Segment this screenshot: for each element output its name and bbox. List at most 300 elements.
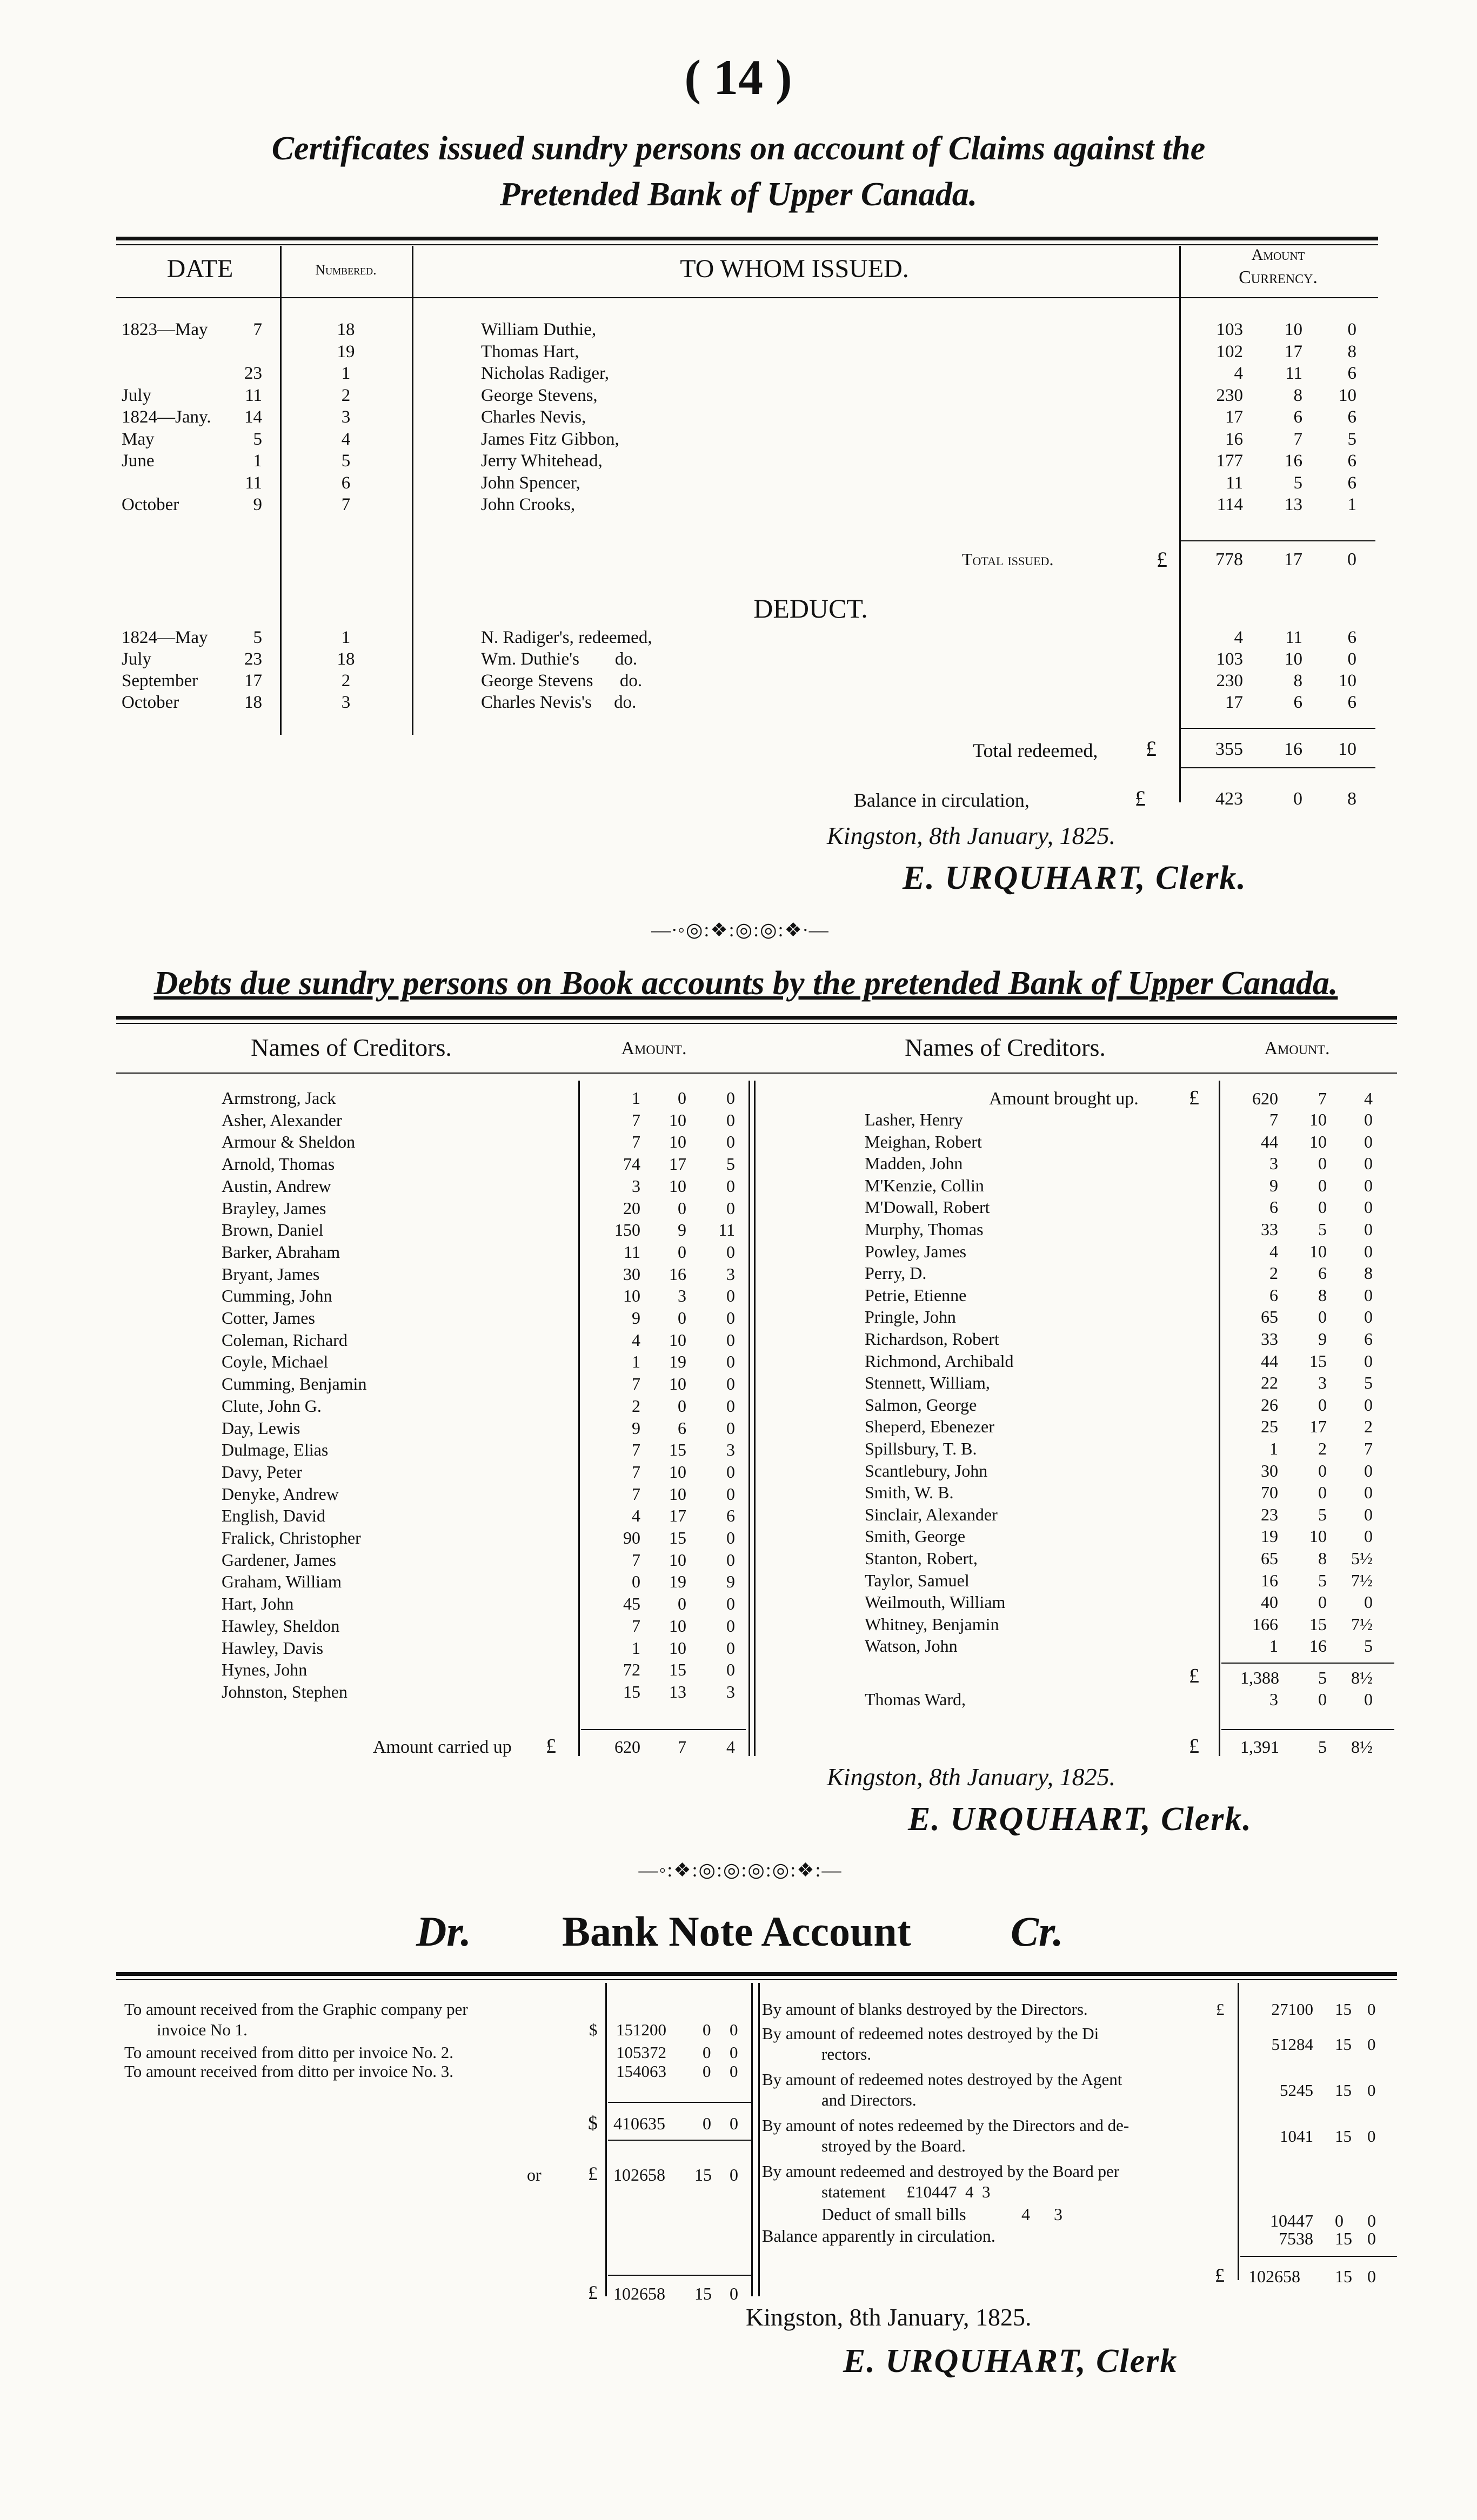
balance-label: Balance in circulation, — [854, 789, 1030, 811]
section1-signature: E. URQUHART, Clerk. — [903, 860, 1247, 896]
balance-currency: £ — [1135, 786, 1146, 810]
creditor-pounds: 90 — [623, 1528, 640, 1547]
creditor-pence: 2 — [1364, 1417, 1373, 1437]
creditor-pounds: 15 — [623, 1681, 640, 1701]
carried-up-pence: 4 — [726, 1737, 735, 1757]
credit-text: By amount of blanks destroyed by the Directors. — [762, 2000, 1088, 2019]
creditor-shillings: 17 — [669, 1154, 686, 1174]
row-pounds: 230 — [1216, 671, 1243, 691]
creditor-pounds: 65 — [1261, 1307, 1278, 1327]
creditor-row — [0, 1284, 1477, 1306]
creditor-name: Hynes, John — [222, 1660, 308, 1680]
creditor-shillings: 8 — [1318, 1549, 1327, 1568]
creditor-pounds: 30 — [623, 1264, 640, 1284]
deduct-small-bills-amount: 10447 — [1270, 2211, 1313, 2230]
debit-b: 0 — [730, 2062, 738, 2081]
creditor-name: Murphy, Thomas — [865, 1219, 984, 1239]
section1-top-rule — [116, 237, 1378, 240]
creditor-row — [0, 1196, 1477, 1218]
right-total-currency: £ — [1189, 1735, 1199, 1758]
creditor-pounds: 7 — [632, 1484, 640, 1504]
total-redeemed-pence: 10 — [1338, 739, 1356, 759]
row-pounds: 177 — [1216, 451, 1243, 471]
credit-amount: 5245 — [1280, 2081, 1313, 2100]
left-names-header: Names of Creditors. — [251, 1034, 452, 1061]
creditor-pence: 0 — [1364, 1154, 1373, 1174]
creditor-shillings: 10 — [669, 1638, 686, 1658]
creditor-pence: 0 — [1364, 1219, 1373, 1239]
creditor-pence: 0 — [1364, 1175, 1373, 1195]
creditor-name: Brown, Daniel — [222, 1220, 324, 1240]
total-issued-label: Total issued. — [962, 549, 1054, 569]
creditor-pounds: 150 — [614, 1220, 640, 1240]
creditor-shillings: 15 — [669, 1660, 686, 1680]
debit-text-cont: invoice No 1. — [157, 2020, 248, 2039]
creditor-shillings: 15 — [669, 1440, 686, 1460]
creditor-pence: 5 — [1364, 1373, 1373, 1393]
left-amount-header: Amount. — [621, 1038, 687, 1058]
creditor-name: Armstrong, Jack — [222, 1088, 336, 1108]
total-redeemed-currency: £ — [1146, 736, 1157, 761]
debit-a: 0 — [703, 2062, 711, 2081]
balance-circulation-d: 0 — [1367, 2229, 1376, 2248]
credit-amount: 51284 — [1271, 2035, 1313, 2054]
creditor-name: Meighan, Robert — [865, 1131, 982, 1151]
creditor-shillings: 19 — [669, 1352, 686, 1372]
right-total-pounds: 1,391 — [1240, 1737, 1279, 1757]
creditor-shillings: 10 — [669, 1616, 686, 1636]
creditor-name: Graham, William — [222, 1572, 342, 1592]
creditor-pence: 0 — [1364, 1351, 1373, 1371]
creditor-row — [0, 1438, 1477, 1459]
row-number: 1 — [341, 364, 351, 383]
creditor-pounds: 23 — [1261, 1504, 1278, 1524]
row-pence: 6 — [1347, 473, 1356, 493]
creditor-shillings: 5 — [1318, 1504, 1327, 1524]
row-shillings: 16 — [1285, 451, 1302, 471]
credit-b: 0 — [1367, 2035, 1376, 2054]
credit-currency: £ — [1216, 2000, 1225, 2019]
row-pence: 6 — [1347, 693, 1356, 712]
creditor-pounds: 40 — [1261, 1592, 1278, 1612]
right-names-header: Names of Creditors. — [905, 1034, 1106, 1061]
certificate-row — [0, 363, 1477, 384]
creditor-pounds: 10 — [623, 1286, 640, 1306]
row-date: 1824—May — [122, 628, 208, 647]
creditor-name: M'Kenzie, Collin — [865, 1175, 984, 1195]
row-number: 7 — [341, 495, 351, 514]
creditor-pence: 0 — [1364, 1592, 1373, 1612]
creditor-row — [0, 1591, 1477, 1613]
credit-b: 0 — [1367, 2127, 1376, 2146]
creditor-row — [0, 1394, 1477, 1416]
creditor-pounds: 70 — [1261, 1483, 1278, 1503]
section3-place-date: Kingston, 8th January, 1825. — [746, 2303, 1032, 2331]
row-name: George Stevens do. — [481, 671, 643, 691]
creditor-name: Denyke, Andrew — [222, 1484, 339, 1504]
creditor-name: Stennett, William, — [865, 1373, 990, 1393]
creditor-pounds: 4 — [1269, 1241, 1278, 1261]
certificate-row — [0, 692, 1477, 713]
credit-total-currency: £ — [1215, 2264, 1225, 2286]
creditor-pounds: 166 — [1252, 1614, 1278, 1634]
row-date: July — [122, 385, 152, 405]
creditor-pence: 5 — [726, 1154, 735, 1174]
row-number: 5 — [341, 451, 351, 471]
row-date: July — [122, 649, 152, 669]
row-date: 1823—May — [122, 320, 208, 339]
creditor-pounds: 45 — [623, 1594, 640, 1614]
row-name: Wm. Duthie's do. — [481, 649, 638, 669]
debit-text: To amount received from the Graphic company per — [124, 2000, 468, 2019]
credit-text: By amount redeemed and destroyed by the Board per — [762, 2162, 1120, 2181]
creditor-row — [0, 1416, 1477, 1437]
creditor-shillings: 17 — [669, 1506, 686, 1526]
debit-b: 0 — [730, 2020, 738, 2039]
row-name: James Fitz Gibbon, — [481, 429, 619, 449]
creditor-name: Dulmage, Elias — [222, 1440, 329, 1460]
debit-final-b: 0 — [730, 2284, 738, 2303]
row-pounds: 103 — [1216, 649, 1243, 669]
credit-text: By amount of redeemed notes destroyed by the Di — [762, 2024, 1099, 2043]
debit-or-label: or — [527, 2165, 542, 2184]
creditor-pounds: 2 — [1269, 1263, 1278, 1283]
creditor-shillings: 10 — [669, 1484, 686, 1504]
row-date: June — [122, 451, 155, 471]
creditor-pence: 0 — [726, 1110, 735, 1130]
row-day: 23 — [244, 649, 262, 669]
credit-total-amount: 102658 — [1248, 2267, 1300, 2286]
creditor-pounds: 3 — [1269, 1154, 1278, 1174]
to-whom-header: TO WHOM ISSUED. — [680, 254, 909, 283]
creditor-pounds: 7 — [632, 1462, 640, 1482]
row-name: Jerry Whitehead, — [481, 451, 603, 471]
creditor-name: M'Dowall, Robert — [865, 1197, 990, 1217]
row-day: 5 — [253, 628, 262, 647]
row-pounds: 4 — [1234, 364, 1243, 383]
creditor-shillings: 15 — [669, 1528, 686, 1547]
row-number: 3 — [341, 407, 351, 427]
creditor-pence: 5½ — [1351, 1549, 1373, 1568]
numbered-header: Numbered. — [315, 262, 377, 278]
creditor-pence: 0 — [726, 1550, 735, 1570]
creditor-row — [0, 1460, 1477, 1482]
creditor-shillings: 0 — [1318, 1395, 1327, 1415]
creditor-pounds: 33 — [1261, 1329, 1278, 1349]
creditor-name: Austin, Andrew — [222, 1176, 331, 1196]
debit-total-a: 0 — [703, 2114, 711, 2133]
creditor-pounds: 44 — [1261, 1131, 1278, 1151]
creditor-pounds: 22 — [1261, 1373, 1278, 1393]
row-pounds: 102 — [1216, 341, 1243, 361]
creditor-shillings: 0 — [1318, 1483, 1327, 1503]
creditor-name: Clute, John G. — [222, 1396, 322, 1416]
row-shillings: 6 — [1293, 407, 1302, 427]
creditor-pence: 0 — [1364, 1110, 1373, 1129]
balance-circulation-s: 15 — [1335, 2229, 1352, 2248]
debit-text: To amount received from ditto per invoice No. 3. — [124, 2062, 454, 2081]
creditor-shillings: 2 — [1318, 1439, 1327, 1458]
row-date: 1824—Jany. — [122, 407, 211, 427]
certificate-row — [0, 648, 1477, 670]
creditor-pence: 0 — [726, 1242, 735, 1262]
creditor-shillings: 0 — [678, 1396, 686, 1416]
section1-title-line1: Certificates issued sundry persons on account of Claims against the — [271, 130, 1206, 167]
creditor-pence: 0 — [726, 1176, 735, 1196]
creditor-name: Smith, George — [865, 1526, 966, 1546]
creditor-pence: 0 — [1364, 1197, 1373, 1217]
row-pence: 6 — [1347, 628, 1356, 647]
creditor-pence: 11 — [718, 1220, 735, 1240]
creditor-pence: 0 — [726, 1462, 735, 1482]
row-name: N. Radiger's, redeemed, — [481, 628, 652, 647]
creditor-pounds: 7 — [632, 1550, 640, 1570]
debit-final-currency: £ — [588, 2282, 598, 2303]
creditor-pence: 3 — [726, 1264, 735, 1284]
brought-up-pence: 4 — [1364, 1089, 1373, 1108]
credit-b: 0 — [1367, 2000, 1376, 2019]
ornament-divider-2: —◦:❖:◎:◎:◎:◎:❖:— — [638, 1859, 843, 1881]
creditor-row — [0, 1175, 1477, 1196]
creditor-pounds: 2 — [632, 1396, 640, 1416]
credit-text-cont: rectors. — [821, 2045, 872, 2063]
creditor-shillings: 10 — [669, 1176, 686, 1196]
creditor-row — [0, 1241, 1477, 1262]
ornament-divider-1: —∙◦◎:❖:◎:◎:❖∙— — [651, 919, 830, 941]
creditor-pounds: 4 — [632, 1330, 640, 1350]
creditor-shillings: 6 — [1318, 1263, 1327, 1283]
debit-or-b: 0 — [730, 2165, 738, 2184]
credit-text-cont: stroyed by the Board. — [821, 2136, 966, 2155]
creditor-pounds: 74 — [623, 1154, 640, 1174]
deduct-small-bills-d: 0 — [1367, 2211, 1376, 2230]
creditor-pence: 6 — [726, 1506, 735, 1526]
debit-amount: 105372 — [616, 2043, 666, 2062]
creditor-name: Smith, W. B. — [865, 1483, 954, 1503]
creditor-shillings: 0 — [1318, 1460, 1327, 1480]
row-pence: 6 — [1347, 451, 1356, 471]
row-day: 9 — [253, 495, 262, 514]
creditor-pence: 0 — [1364, 1241, 1373, 1261]
certificate-row — [0, 627, 1477, 648]
creditor-pounds: 1 — [632, 1638, 640, 1658]
credit-total-b: 0 — [1367, 2267, 1376, 2286]
deduct-small-bills-s: 0 — [1335, 2211, 1344, 2230]
creditor-pounds: 1 — [1269, 1439, 1278, 1458]
creditor-pence: 6 — [1364, 1329, 1373, 1349]
brought-up-shillings: 7 — [1318, 1089, 1327, 1108]
creditor-shillings: 0 — [1318, 1307, 1327, 1327]
debit-currency: $ — [589, 2020, 598, 2039]
row-pence: 6 — [1347, 364, 1356, 383]
creditor-name: Scantlebury, John — [865, 1460, 988, 1480]
creditor-pounds: 4 — [632, 1506, 640, 1526]
balance-circulation-amount: 7538 — [1279, 2229, 1313, 2248]
creditor-pence: 0 — [726, 1330, 735, 1350]
creditor-pence: 0 — [1364, 1285, 1373, 1305]
credit-heading: Cr. — [1011, 1908, 1064, 1955]
creditor-shillings: 6 — [678, 1418, 686, 1438]
creditor-pounds: 16 — [1261, 1570, 1278, 1590]
creditor-pence: 0 — [1364, 1460, 1373, 1480]
creditor-name: Stanton, Robert, — [865, 1549, 978, 1568]
creditor-shillings: 10 — [1309, 1131, 1327, 1151]
certificate-row — [0, 428, 1477, 450]
creditor-shillings: 10 — [669, 1462, 686, 1482]
row-pence: 6 — [1347, 407, 1356, 427]
total-redeemed-label: Total redeemed, — [973, 740, 1098, 761]
creditor-shillings: 10 — [1309, 1110, 1327, 1129]
right-subtotal-shillings: 5 — [1318, 1668, 1327, 1687]
row-day: 17 — [244, 671, 262, 691]
creditor-name: Salmon, George — [865, 1395, 977, 1415]
creditor-shillings: 10 — [1309, 1526, 1327, 1546]
creditor-shillings: 10 — [669, 1132, 686, 1152]
row-name: Charles Nevis, — [481, 407, 586, 427]
row-pounds: 17 — [1225, 407, 1243, 427]
creditor-name: Gardener, James — [222, 1550, 336, 1570]
creditor-name: Fralick, Christopher — [222, 1528, 361, 1547]
creditor-pence: 0 — [726, 1132, 735, 1152]
creditor-shillings: 10 — [669, 1550, 686, 1570]
creditor-pounds: 1 — [632, 1352, 640, 1372]
creditor-shillings: 17 — [1309, 1417, 1327, 1437]
creditor-shillings: 0 — [678, 1308, 686, 1328]
carried-up-label: Amount carried up — [373, 1737, 512, 1757]
balance-circulation-label: Balance apparently in circulation. — [762, 2226, 995, 2246]
creditor-name: Richardson, Robert — [865, 1329, 999, 1349]
creditor-pence: 0 — [1364, 1526, 1373, 1546]
creditor-pence: 0 — [726, 1616, 735, 1636]
creditor-name: Sinclair, Alexander — [865, 1504, 998, 1524]
row-day: 5 — [253, 429, 262, 449]
balance-pence: 8 — [1347, 789, 1356, 809]
creditor-pence: 9 — [726, 1572, 735, 1592]
right-total-shillings: 5 — [1318, 1737, 1327, 1757]
credit-a: 15 — [1335, 2035, 1352, 2054]
creditor-shillings: 3 — [678, 1286, 686, 1306]
creditor-pounds: 1 — [632, 1088, 640, 1108]
total-issued-currency: £ — [1157, 547, 1167, 572]
creditor-pounds: 44 — [1261, 1351, 1278, 1371]
row-shillings: 8 — [1293, 385, 1302, 405]
creditor-shillings: 10 — [669, 1374, 686, 1394]
creditor-row — [0, 1613, 1477, 1635]
row-name: Charles Nevis's do. — [481, 693, 637, 712]
row-shillings: 5 — [1293, 473, 1302, 493]
creditor-shillings: 5 — [1318, 1570, 1327, 1590]
credit-text-cont: statement £10447 4 3 — [821, 2182, 991, 2201]
credit-a: 15 — [1335, 2127, 1352, 2146]
row-day: 23 — [244, 364, 262, 383]
creditor-pence: 0 — [726, 1198, 735, 1218]
deduct-heading: DEDUCT. — [753, 593, 868, 624]
credit-amount: 27100 — [1271, 2000, 1313, 2019]
creditor-name: Sheperd, Ebenezer — [865, 1417, 994, 1437]
right-last-name: Thomas Ward, — [865, 1690, 966, 1709]
creditor-row — [0, 1504, 1477, 1525]
row-day: 7 — [253, 320, 262, 339]
creditor-pence: 7½ — [1351, 1614, 1373, 1634]
creditor-shillings: 0 — [678, 1594, 686, 1614]
creditor-name: Hawley, Sheldon — [222, 1616, 340, 1636]
creditor-name: Cumming, John — [222, 1286, 332, 1306]
brought-up-currency: £ — [1189, 1087, 1199, 1109]
row-date: October — [122, 693, 179, 712]
account-title: Bank Note Account — [562, 1908, 911, 1955]
creditor-pence: 7 — [1364, 1439, 1373, 1458]
creditor-name: Perry, D. — [865, 1263, 927, 1283]
certificate-row — [0, 494, 1477, 515]
creditor-pounds: 72 — [623, 1660, 640, 1680]
row-number: 3 — [341, 693, 351, 712]
creditor-pounds: 9 — [632, 1308, 640, 1328]
total-redeemed-shillings: 16 — [1284, 739, 1302, 759]
certificate-row — [0, 406, 1477, 428]
creditor-row — [0, 1109, 1477, 1130]
certificate-row — [0, 319, 1477, 340]
section2-place-date: Kingston, 8th January, 1825. — [827, 1763, 1116, 1791]
creditor-pence: 0 — [1364, 1504, 1373, 1524]
row-day: 11 — [245, 385, 262, 405]
right-subtotal-currency: £ — [1189, 1665, 1199, 1687]
row-name: William Duthie, — [481, 320, 597, 339]
creditor-pounds: 9 — [632, 1418, 640, 1438]
date-header: DATE — [166, 254, 233, 283]
creditor-pence: 0 — [726, 1352, 735, 1372]
row-shillings: 10 — [1285, 320, 1302, 339]
certificate-row — [0, 341, 1477, 363]
row-pence: 1 — [1347, 495, 1356, 514]
credit-total-a: 15 — [1335, 2267, 1352, 2286]
balance-pounds: 423 — [1215, 789, 1243, 809]
creditor-name: Arnold, Thomas — [222, 1154, 335, 1174]
creditor-name: Spillsbury, T. B. — [865, 1439, 977, 1458]
row-day: 1 — [253, 451, 262, 471]
debit-amount: 151200 — [616, 2020, 666, 2039]
creditor-name: Hart, John — [222, 1594, 294, 1614]
creditor-name: Armour & Sheldon — [222, 1132, 356, 1152]
creditor-name: Coleman, Richard — [222, 1330, 347, 1350]
creditor-pence: 3 — [726, 1440, 735, 1460]
creditor-shillings: 9 — [1318, 1329, 1327, 1349]
creditor-pounds: 6 — [1269, 1197, 1278, 1217]
row-shillings: 17 — [1285, 341, 1302, 361]
row-number: 2 — [341, 385, 351, 405]
creditor-pounds: 20 — [623, 1198, 640, 1218]
row-number: 18 — [337, 320, 355, 339]
row-pounds: 103 — [1216, 320, 1243, 339]
row-pence: 5 — [1347, 429, 1356, 449]
debit-heading: Dr. — [416, 1908, 471, 1955]
row-pounds: 11 — [1226, 473, 1243, 493]
creditor-row — [0, 1328, 1477, 1350]
creditor-pounds: 0 — [632, 1572, 640, 1592]
creditor-pence: 0 — [726, 1660, 735, 1680]
creditor-pounds: 7 — [1269, 1110, 1278, 1129]
creditor-row — [0, 1525, 1477, 1547]
creditor-pence: 0 — [726, 1594, 735, 1614]
credit-text: By amount of notes redeemed by the Directors and de- — [762, 2116, 1130, 2135]
row-name: John Crooks, — [481, 495, 576, 514]
creditor-shillings: 10 — [669, 1330, 686, 1350]
credit-a: 15 — [1335, 2000, 1352, 2019]
creditor-row — [0, 1306, 1477, 1328]
credit-b: 0 — [1367, 2081, 1376, 2100]
creditor-name: Cumming, Benjamin — [222, 1374, 367, 1394]
creditor-name: Asher, Alexander — [222, 1110, 342, 1130]
debit-final-a: 15 — [694, 2284, 712, 2303]
